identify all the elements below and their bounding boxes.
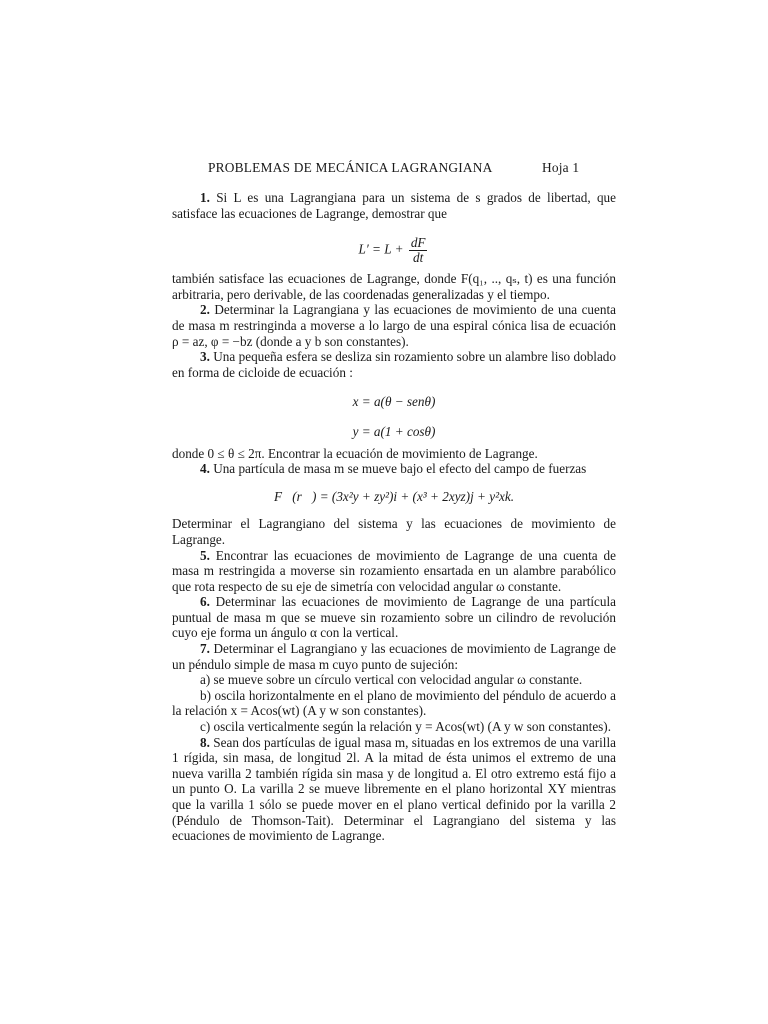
problem-text: Si L es una Lagrangiana para un sistema de s grados de libertad, que satisface las ecuaciones de Lagrange, demostrar que	[172, 190, 616, 221]
problem-6	[172, 594, 616, 641]
problem-7-part-c: c) oscila verticalmente según la relación y = Acos(wt) (A y w son constantes).	[200, 719, 611, 735]
problem-1-continuation: también satisface las ecuaciones de Lagrange, donde F(q₁, .., qₛ, t) es una función arbitraria, pero derivable, de las coordenadas generalizadas y el tiempo.	[172, 271, 616, 302]
problem-4-continuation: Determinar el Lagrangiano del sistema y las ecuaciones de movimiento de Lagrange.	[172, 516, 616, 547]
problem-text: Una partícula de masa m se mueve bajo el efecto del campo de fuerzas	[213, 461, 587, 477]
problem-3	[172, 349, 616, 380]
equation-lagrangian	[172, 236, 616, 265]
equation-cycloid-y: y = a(1 + cosθ)	[352, 423, 436, 439]
problem-4	[172, 461, 616, 477]
problem-1	[172, 190, 616, 221]
problem-3-continuation: donde 0 ≤ θ ≤ 2π. Encontrar la ecuación de movimiento de Lagrange.	[172, 445, 538, 461]
problem-8	[172, 735, 616, 844]
page-header	[208, 160, 628, 176]
problem-text: Sean dos partículas de igual masa m, situadas en los extremos de una varilla 1 rígida, sin masa, de longitud 2l. A la mitad de ésta unimos el extremo de una nueva varilla 2 también rígida sin masa y de longitud a. El otro extremo está fijo a un punto O. La varilla 2 se mueve libremente en el plano horizontal XY mientras que la varilla 1 sólo se puede mover en el plano vertical definido por la varilla 2 (Péndulo de Thomson-Tait). Determinar el Lagrangiano del sistema y las ecuaciones de movimiento de Lagrange.	[172, 734, 616, 844]
problem-7	[172, 641, 616, 672]
sheet-label: Hoja 1	[542, 160, 580, 175]
problem-number: 1.	[200, 190, 210, 205]
equation-force-field: F⃗(r⃗) = (3x²y + zy²)i + (x³ + 2xyz)j + y²xk.	[273, 488, 515, 504]
problem-7-part-b: b) oscila horizontalmente en el plano de movimiento del péndulo de acuerdo a la relación x = Acos(wt) (A y w son constantes).	[172, 687, 616, 719]
problem-text: Determinar las ecuaciones de movimiento de Lagrange de una partícula puntual de masa m que se mueve sin rozamiento sobre un cilindro de revolución cuyo eje forma un ángulo α con la vertical.	[172, 594, 617, 641]
problem-number: 7.	[200, 641, 210, 657]
fraction	[409, 236, 428, 265]
problem-number: 6.	[200, 594, 210, 610]
problem-text: Determinar el Lagrangiano y las ecuaciones de movimiento de Lagrange de un péndulo simple de masa m cuyo punto de sujeción:	[172, 641, 617, 672]
fraction-numerator: dF	[410, 235, 426, 251]
document-title: PROBLEMAS DE MECÁNICA LAGRANGIANA	[208, 160, 493, 175]
problem-text: Una pequeña esfera se desliza sin rozamiento sobre un alambre liso doblado en forma de cicloide de ecuación :	[172, 349, 616, 380]
problem-number: 4.	[200, 461, 210, 477]
problem-text: Encontrar las ecuaciones de movimiento de Lagrange de una cuenta de masa m restringida a moverse sin rozamiento ensartada en un alambre parabólico que rota respecto de su eje de simetría con velocidad angular ω constante.	[172, 547, 617, 594]
problem-number: 5.	[200, 547, 210, 563]
fraction-denominator: dt	[413, 250, 424, 266]
problem-5	[172, 548, 616, 595]
problem-number: 8.	[200, 734, 210, 750]
problem-2	[172, 302, 616, 349]
equation-lhs: L′ = L +	[358, 241, 404, 257]
problem-number: 3.	[200, 349, 210, 365]
equation-cycloid-x: x = a(θ − senθ)	[352, 394, 436, 410]
problem-7-part-a: a) se mueve sobre un círculo vertical con velocidad angular ω constante.	[200, 672, 583, 688]
problem-number: 2.	[200, 302, 210, 318]
document-body	[172, 190, 616, 844]
problem-text: Determinar la Lagrangiana y las ecuaciones de movimiento de una cuenta de masa m restringinda a moverse a lo largo de una espiral cónica lisa de ecuación ρ = az, φ = −bz (donde a y b son constantes).	[172, 302, 616, 349]
